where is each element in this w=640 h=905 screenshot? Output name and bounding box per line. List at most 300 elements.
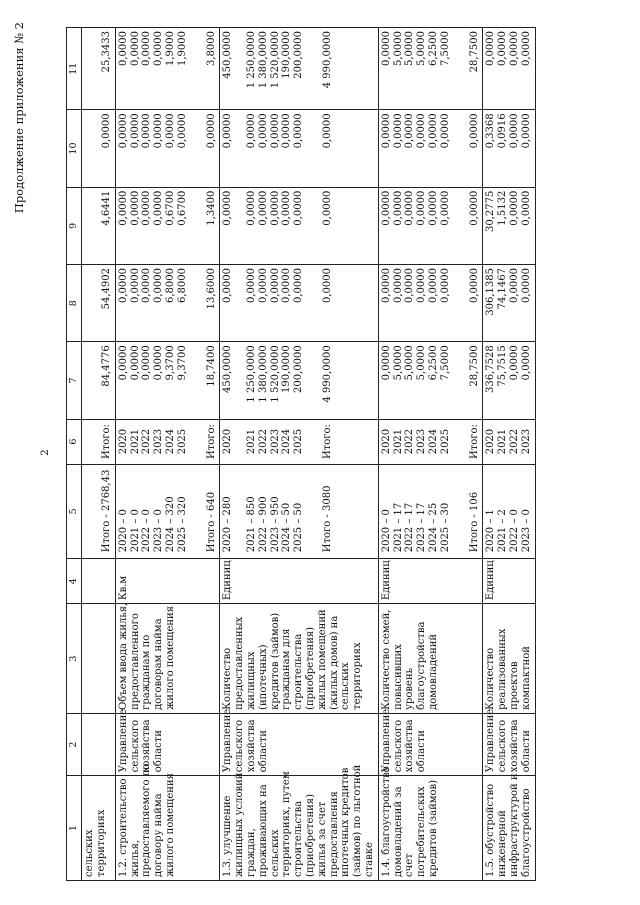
cell-line: 2020 – 0	[117, 509, 129, 553]
cell-line: 0,0000	[520, 113, 532, 149]
cell-line	[234, 423, 246, 461]
column-header: 6	[67, 419, 82, 464]
cell-line: Управление	[485, 708, 497, 773]
column-header: 5	[67, 464, 82, 559]
cell-line: 1.3. улучшение	[222, 795, 234, 877]
table-cell-col-11	[483, 28, 535, 110]
cell-line: 6,8000	[164, 268, 176, 303]
table-cell-col-10	[378, 110, 483, 187]
cell-line: 2023 – 0	[520, 509, 532, 553]
table-cell-col-9	[82, 187, 116, 264]
cell-line: Кв.м	[117, 575, 129, 601]
cell-line: 0,0000	[141, 268, 153, 303]
cell-line: 0,0000	[508, 268, 520, 303]
table-cell-col-5	[483, 464, 535, 559]
cell-line: 2024 – 320	[164, 496, 176, 553]
column-header: 9	[67, 187, 82, 264]
cell-line: 2024	[427, 428, 439, 455]
cell-line: 1 520,0000	[269, 31, 281, 89]
table-cell-col-7	[378, 342, 483, 419]
table-cell-col-10	[483, 110, 535, 187]
total-value: 4,6441	[101, 190, 112, 226]
table-cell-col-8	[378, 265, 483, 342]
cell-line: 0,0000	[281, 113, 293, 149]
table-cell-col-1	[115, 763, 220, 881]
cell-line: 2024 – 25	[427, 502, 439, 553]
cell-line: 2020	[380, 428, 392, 455]
cell-line: предоставления	[328, 791, 340, 877]
table-cell-col-2	[483, 708, 535, 775]
cell-line: области	[257, 730, 269, 773]
cell-line: 0,0000	[485, 31, 497, 66]
cell-line: строительства	[293, 800, 305, 877]
cell-line: благоустройства	[416, 621, 428, 710]
total-value: 4 990,0000	[321, 345, 333, 403]
table-cell-col-6	[115, 419, 220, 464]
cell-line: Единиц	[380, 560, 392, 601]
cell-line: 2022	[508, 428, 520, 455]
cell-line: 0,0000	[153, 31, 165, 66]
table-cell-col-11	[82, 28, 116, 110]
cell-line	[234, 345, 246, 415]
cell-line: 0,0000	[520, 31, 532, 66]
table-cell-col-2	[378, 708, 483, 775]
cell-line: 2022	[404, 428, 416, 455]
cell-line: 75,7515	[497, 345, 509, 387]
cell-line: 0,0000	[129, 345, 141, 381]
table-cell-col-2	[82, 713, 116, 775]
table-cell-col-9	[220, 187, 378, 264]
data-table	[66, 27, 536, 881]
column-header: 11	[67, 28, 82, 110]
cell-line: сельских	[84, 829, 95, 877]
total-value: 13,6000	[205, 268, 217, 310]
table-cell-col-7	[115, 342, 220, 419]
cell-line: счет	[404, 853, 416, 877]
cell-line: 0,0000	[245, 113, 257, 149]
cell-line: 0,0000	[520, 345, 532, 381]
cell-line: 190,0000	[281, 345, 293, 394]
cell-line: 0,0000	[141, 113, 153, 149]
table-cell-col-4	[483, 559, 535, 604]
table-cell-col-10	[115, 110, 220, 187]
cell-line: 0,0000	[257, 268, 269, 303]
cell-line: 2022 – 17	[404, 502, 416, 553]
cell-line: строительства	[293, 633, 305, 710]
cell-line: 0,0000	[380, 31, 392, 66]
cell-line: 0,0000	[222, 268, 234, 303]
cell-line: 2020	[222, 428, 234, 455]
cell-line: предоставляемого по	[141, 763, 153, 877]
cell-line: 1.4. благоустройство	[380, 766, 392, 877]
cell-line: хозяйства	[245, 719, 257, 773]
cell-line: Количество семей,	[380, 609, 392, 710]
total-value: 1,3400	[205, 190, 217, 226]
cell-line: хозяйства	[141, 719, 153, 773]
cell-line: 0,0000	[508, 31, 520, 66]
cell-line: 0,0000	[117, 113, 129, 149]
total-value: 25,3433	[101, 31, 112, 73]
cell-line: 2023	[153, 428, 165, 455]
cell-line: 5,0000	[416, 31, 428, 66]
table-cell-col-2	[115, 708, 220, 775]
cell-line: 0,0000	[269, 268, 281, 303]
table-cell-col-4	[378, 559, 483, 604]
table-row	[378, 28, 483, 881]
table-cell-col-8	[483, 265, 535, 342]
cell-line	[234, 31, 246, 106]
total-value: 3,8000	[205, 31, 217, 66]
cell-line: 1 380,0000	[257, 31, 269, 89]
table-cell-col-3	[220, 604, 378, 714]
cell-line	[234, 113, 246, 183]
cell-line: 74,1467	[497, 268, 509, 310]
column-header: 1	[67, 776, 82, 881]
cell-line: ипотечных кредитов	[340, 767, 352, 877]
cell-line: 0,0000	[141, 190, 153, 226]
cell-line: 1 250,0000	[245, 345, 257, 403]
cell-line: сельского	[497, 719, 509, 773]
cell-line: Объем ввода жилья,	[117, 602, 129, 710]
cell-line: 0,0000	[269, 113, 281, 149]
cell-line: 0,0000	[392, 190, 404, 226]
cell-line: 5,0000	[404, 345, 416, 381]
table-cell-col-9	[378, 187, 483, 264]
cell-line: Количество	[222, 647, 234, 710]
cell-line: 2020	[485, 428, 497, 455]
cell-line: 0,0000	[245, 268, 257, 303]
cell-line: уровень	[404, 667, 416, 710]
cell-line: 0,0000	[508, 345, 520, 381]
cell-line: 0,0000	[520, 268, 532, 303]
cell-line: 0,0000	[508, 190, 520, 226]
cell-line: 1,9000	[164, 31, 176, 66]
cell-line: 0,0000	[257, 190, 269, 226]
cell-line: 0,0000	[141, 345, 153, 381]
table-header-row	[67, 28, 82, 881]
cell-line: 0,0000	[245, 190, 257, 226]
page-number: 2	[40, 449, 51, 456]
cell-line: 0,0000	[427, 268, 439, 303]
cell-line: Количество	[485, 647, 497, 710]
cell-line: Управление	[222, 708, 234, 773]
total-caption: Итого:	[101, 424, 112, 460]
cell-line: 0,0000	[117, 190, 129, 226]
cell-line: потребительских	[416, 786, 428, 877]
table-cell-col-1	[483, 773, 535, 881]
cell-line: 6,2500	[427, 345, 439, 381]
cell-line: (приобретения)	[304, 626, 316, 710]
cell-line: 0,0000	[176, 113, 188, 149]
cell-line: 0,0000	[392, 113, 404, 149]
cell-line: 5,0000	[416, 345, 428, 381]
table-cell-col-4	[220, 559, 378, 604]
cell-line: 2022 – 900	[257, 496, 269, 553]
cell-line: 2025 – 320	[176, 496, 188, 553]
cell-line: 2025	[439, 428, 451, 455]
cell-line	[234, 268, 246, 338]
cell-line: Управление	[117, 708, 129, 773]
cell-line: 450,0000	[222, 345, 234, 394]
total-value: 0,0000	[468, 113, 480, 149]
cell-line: 0,0000	[439, 190, 451, 226]
cell-line: договорам найма	[153, 618, 165, 710]
cell-line: хозяйства	[404, 719, 416, 773]
cell-line: предоставленного	[129, 613, 141, 710]
cell-line: 2021 – 17	[392, 502, 404, 553]
cell-line: 0,0000	[404, 268, 416, 303]
cell-line: 0,3368	[485, 113, 497, 149]
cell-line: 190,0000	[281, 31, 293, 79]
cell-line: сельского	[234, 719, 246, 773]
cell-line: Единиц	[222, 560, 234, 601]
cell-line: (ипотечных)	[257, 644, 269, 710]
cell-line: 306,1385	[485, 268, 497, 316]
cell-line: 6,2500	[427, 31, 439, 66]
cell-line: 0,0000	[129, 268, 141, 303]
cell-line: домовладений	[427, 633, 439, 710]
cell-line: 450,0000	[222, 31, 234, 79]
cell-line: 5,0000	[392, 31, 404, 66]
table-cell-col-5	[378, 464, 483, 559]
table-row	[82, 28, 116, 881]
table-cell-col-3	[483, 604, 535, 714]
cell-line: 0,0000	[117, 345, 129, 381]
cell-line: 0,0000	[117, 268, 129, 303]
total-value: 84,4776	[101, 345, 112, 387]
cell-line: 0,0000	[416, 268, 428, 303]
total-caption: Итого:	[468, 424, 480, 460]
cell-line: гражданам для	[281, 628, 293, 710]
table-cell-col-6	[483, 419, 535, 464]
table-cell-col-5	[220, 464, 378, 559]
table-cell-col-7	[483, 342, 535, 419]
cell-line: благоустройство	[520, 788, 532, 877]
cell-line: 2022	[257, 428, 269, 455]
cell-line: 2021 – 0	[129, 509, 141, 553]
cell-line: 0,0000	[439, 113, 451, 149]
cell-line: 0,0000	[257, 113, 269, 149]
table-cell-col-11	[220, 28, 378, 110]
cell-line: 0,0000	[520, 190, 532, 226]
cell-line: 0,0000	[439, 268, 451, 303]
cell-line: (приобретения)	[304, 794, 316, 877]
cell-line: Единиц	[485, 560, 497, 601]
table-row	[115, 28, 220, 881]
total-label: Итого - 640	[205, 491, 217, 553]
table-cell-col-5	[115, 464, 220, 559]
table-cell-col-11	[378, 28, 483, 110]
cell-line: 0,0000	[222, 190, 234, 226]
table-cell-col-9	[483, 187, 535, 264]
cell-line: граждан,	[245, 828, 257, 877]
cell-line: 0,0000	[153, 345, 165, 381]
cell-line: 0,0000	[293, 113, 305, 149]
cell-line: 2020	[117, 428, 129, 455]
table-cell-col-6	[82, 419, 116, 464]
cell-line: 2024	[281, 428, 293, 455]
cell-line: 200,0000	[293, 31, 305, 79]
cell-line: 5,0000	[392, 345, 404, 381]
cell-line: кредитов (займов)	[269, 612, 281, 710]
cell-line: 2022 – 0	[141, 509, 153, 553]
table-cell-col-6	[220, 419, 378, 464]
cell-line: 2025 – 30	[439, 502, 451, 553]
table-cell-col-10	[82, 110, 116, 187]
cell-line: 1.2. строительство	[117, 778, 129, 877]
table-cell-col-1	[82, 776, 116, 881]
cell-line: проектов	[508, 661, 520, 710]
table-row	[220, 28, 378, 881]
cell-line: компактной	[520, 646, 532, 710]
cell-line: проживающих на	[257, 784, 269, 877]
appendix-label: Продолжение приложения № 2	[12, 22, 26, 214]
cell-line: 1 380,0000	[257, 345, 269, 403]
cell-line: 2020 – 1	[485, 509, 497, 553]
cell-line: сельских	[340, 662, 352, 710]
cell-line: области	[416, 730, 428, 773]
cell-line: 5,0000	[404, 31, 416, 66]
cell-line: 0,0000	[281, 268, 293, 303]
cell-line: 0,0000	[508, 113, 520, 149]
cell-line: 2021	[497, 428, 509, 455]
cell-line: гражданам по	[141, 634, 153, 710]
cell-line: области	[153, 730, 165, 773]
cell-line: (жилых домов) на	[328, 615, 340, 710]
total-value: 54,4902	[101, 268, 112, 310]
total-value: 4 990,0000	[321, 31, 333, 89]
table-cell-col-7	[220, 342, 378, 419]
total-value: 0,0000	[205, 113, 217, 149]
cell-line: 1,9000	[176, 31, 188, 66]
cell-line: инфраструктурой и	[508, 773, 520, 877]
cell-line: 0,0000	[117, 31, 129, 66]
cell-line: 0,0000	[293, 268, 305, 303]
table-body	[82, 28, 536, 881]
cell-line: территориях	[95, 809, 107, 877]
cell-line: 1,5132	[497, 190, 509, 226]
cell-line: 2021	[129, 428, 141, 455]
cell-line: 0,0000	[380, 190, 392, 226]
total-value: 0,0000	[321, 268, 333, 303]
cell-line: 0,0000	[129, 31, 141, 66]
cell-line: территориях	[352, 642, 364, 710]
cell-line: 1.5. обустройство	[485, 783, 497, 877]
cell-line: 200,0000	[293, 345, 305, 394]
total-value: 0,0000	[321, 190, 333, 226]
cell-line: 2022 – 0	[508, 509, 520, 553]
cell-line: 9,3700	[164, 345, 176, 381]
cell-line: жилого помещения	[164, 773, 176, 877]
total-value: 0,0000	[468, 268, 480, 303]
total-label: Итого - 106	[468, 491, 480, 553]
cell-line: 0,0000	[269, 190, 281, 226]
cell-line: 2024 – 50	[281, 502, 293, 553]
cell-line: 0,0000	[416, 190, 428, 226]
cell-line: 0,0000	[380, 345, 392, 381]
total-value: 0,0000	[321, 113, 333, 149]
cell-line: 0,0000	[427, 113, 439, 149]
cell-line: области	[520, 730, 532, 773]
cell-line: 0,0000	[497, 31, 509, 66]
column-header: 3	[67, 604, 82, 714]
total-value: 0,0000	[101, 113, 112, 149]
table-row	[483, 28, 535, 881]
table-cell-col-1	[378, 766, 483, 881]
table-cell-col-11	[115, 28, 220, 110]
table-cell-col-9	[115, 187, 220, 264]
total-caption: Итого:	[205, 424, 217, 460]
total-label: Итого - 2768,43	[101, 469, 112, 553]
cell-line: 2021	[245, 428, 257, 455]
column-header: 7	[67, 342, 82, 419]
cell-line: 2023 – 0	[153, 509, 165, 553]
table-cell-col-10	[220, 110, 378, 187]
cell-line: 2025	[293, 428, 305, 455]
cell-line: домовладений за	[392, 786, 404, 877]
table-cell-col-1	[220, 764, 378, 881]
column-header: 8	[67, 265, 82, 342]
cell-line: кредитов (займов)	[427, 779, 439, 877]
table-cell-col-7	[82, 342, 116, 419]
column-header: 10	[67, 110, 82, 187]
total-caption: Итого:	[321, 424, 333, 460]
table-cell-col-4	[115, 559, 220, 604]
cell-line: 2023 – 17	[416, 502, 428, 553]
cell-line: 0,6700	[164, 190, 176, 226]
table-cell-col-8	[115, 265, 220, 342]
cell-line: 0,0000	[153, 268, 165, 303]
cell-line: 2023	[416, 428, 428, 455]
cell-line: 0,0000	[153, 190, 165, 226]
cell-line: 0,0000	[141, 31, 153, 66]
cell-line: 0,0000	[380, 268, 392, 303]
cell-line: сельского	[392, 719, 404, 773]
column-header: 4	[67, 559, 82, 604]
total-label: Итого - 3080	[321, 485, 333, 553]
table-cell-col-3	[82, 604, 116, 714]
cell-line: реализованных	[497, 628, 509, 710]
cell-line	[234, 468, 246, 553]
cell-line: жилого помещения	[164, 605, 176, 710]
column-header: 2	[67, 713, 82, 775]
cell-line: 0,0000	[129, 190, 141, 226]
total-value: 28,7500	[468, 31, 480, 73]
table-cell-col-8	[82, 265, 116, 342]
cell-line: 0,0000	[293, 190, 305, 226]
cell-line: (займов) по льготной	[352, 764, 364, 877]
cell-line: 2021 – 850	[245, 496, 257, 553]
cell-line: сельских	[269, 829, 281, 877]
cell-line: 2021 – 2	[497, 509, 509, 553]
total-value: 0,0000	[468, 190, 480, 226]
cell-line: 0,6700	[176, 190, 188, 226]
cell-line: жилищных условий	[234, 772, 246, 877]
cell-line: 0,0000	[164, 113, 176, 149]
cell-line: территориях, путем	[281, 771, 293, 877]
cell-line: 336,7528	[485, 345, 497, 394]
cell-line: 0,0000	[153, 113, 165, 149]
table-cell-col-6	[378, 419, 483, 464]
cell-line: 7,5000	[439, 31, 451, 66]
cell-line: инженерной	[497, 810, 509, 877]
cell-line: 2023 – 950	[269, 496, 281, 553]
cell-line: сельского	[129, 719, 141, 773]
cell-line: 30,2775	[485, 190, 497, 233]
cell-line: жилья за счет	[316, 801, 328, 877]
cell-line: 2025 – 50	[293, 502, 305, 553]
cell-line: 2022	[141, 428, 153, 455]
